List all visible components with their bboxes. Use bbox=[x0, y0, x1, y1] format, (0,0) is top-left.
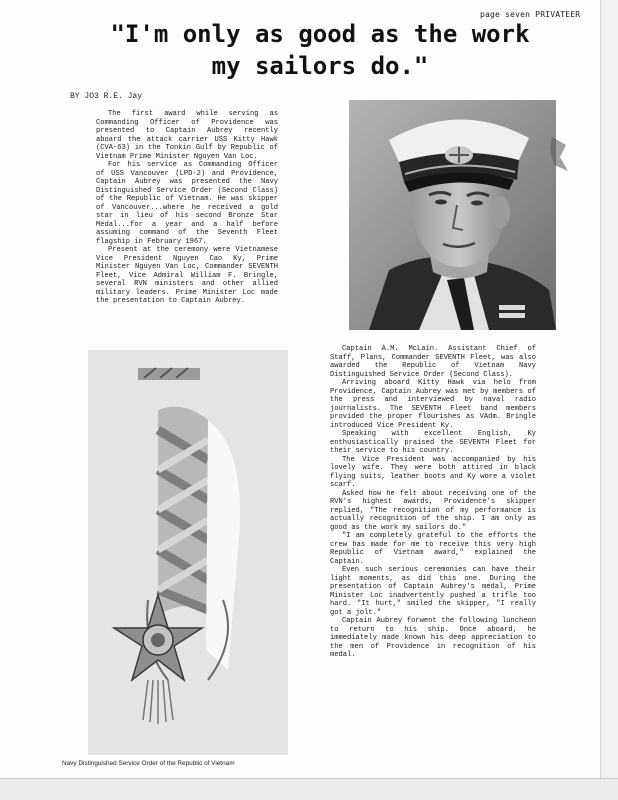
right-paragraph: Even such serious ceremonies can have their light moments, as did this one. During the presentation of Captain Aubrey's medal, Prime Minister Loc inadvertently pushed a trifle too hard. "It hurt," smiled the skipper, "I really got a jolt." bbox=[330, 566, 536, 617]
right-paragraph: Captain A.M. McLain. Assistant Chief of Staff, Plans, Commander SEVENTH Fleet, was also awarded the Republic of Vietnam Navy Distinguished Service Order (Second Class). bbox=[330, 345, 536, 379]
right-paragraph: Asked how he felt about receiving one of the RVN's highest awards, Providence's skipper replied, "The recognition of my performance is actually recognition of the ship. I am only as good as the work my sailors do." bbox=[330, 489, 536, 532]
medal-illustration bbox=[88, 350, 288, 755]
right-paragraph: Speaking with excellent English, Ky enthusiastically praised the SEVENTH Fleet for their service to his country. bbox=[330, 430, 536, 455]
left-paragraph: Present at the ceremony were Vietnamese Vice President Nguyen Cao Ky, Prime Minister Nguyen Van Loc, Commander SEVENTH Fleet, Vice Admiral William F. Bringle, several RVN ministers and other allied military leaders. Prime Minister Loc made the presentation to Captain Aubrey. bbox=[96, 246, 278, 305]
page-header-label: page seven PRIVATEER bbox=[480, 10, 581, 19]
left-paragraph: For his service as Commanding Officer of USS Vancouver (LPD-2) and Providence, Captain Aubrey was presented the Navy Distinguished Service Order (Second Class) of the Republic of Vietnam. He was skipper of Vancouver...where he received a gold star in lieu of his second Bronze Star Medal...for a year and a half before assuming command of the Seventh Fleet flagship in February 1967. bbox=[96, 161, 278, 246]
left-paragraph: The first award while serving as Commanding Officer of Providence was presented to Captain Aubrey recently aboard the attack carrier USS Kitty Hawk (CVA-63) in the Tonkin Gulf by Republic of Vietnam Prime Minister Nguyen Van Loc. bbox=[96, 110, 278, 161]
medal-caption: Navy Distinguished Service Order of the Republic of Vietnam bbox=[62, 760, 235, 767]
officer-portrait-photo bbox=[349, 100, 556, 330]
right-paragraph: The Vice President was accompanied by his lovely wife. They were both attired in black flying suits, leather boots and Ky wore a violet scarf. bbox=[330, 455, 536, 489]
byline: BY JO3 R.E. Jay bbox=[70, 92, 143, 101]
scan-edge-right bbox=[600, 0, 618, 800]
right-paragraph: Captain Aubrey forwent the following luncheon to return to his ship. Once aboard, he immediately made known his deep appreciation to the men of Providence in recognition of his medal. bbox=[330, 617, 536, 659]
headline bbox=[60, 18, 580, 82]
right-paragraph: Arriving aboard Kitty Hawk via helo from Providence, Captain Aubrey was met by members of the press and interviewed by naval radio journalists. The SEVENTH Fleet band members provided the proper flourishes as VAdm. Bringle introduced Vice President Ky. bbox=[330, 379, 536, 430]
medal-photo bbox=[88, 350, 288, 755]
portrait-illustration bbox=[349, 100, 556, 330]
right-paragraph: "I am completely grateful to the efforts the crew has made for me to receive this very high Republic of Vietnam award," explained the Captain. bbox=[330, 532, 536, 566]
left-column-text bbox=[96, 110, 278, 306]
ink-smudge bbox=[548, 135, 570, 175]
smudge-mark bbox=[548, 135, 570, 175]
headline-line-1: "I'm only as good as the work bbox=[110, 20, 530, 48]
scan-edge-bottom bbox=[0, 778, 618, 800]
headline-line-2: my sailors do." bbox=[211, 52, 429, 80]
right-column-text bbox=[330, 345, 536, 660]
